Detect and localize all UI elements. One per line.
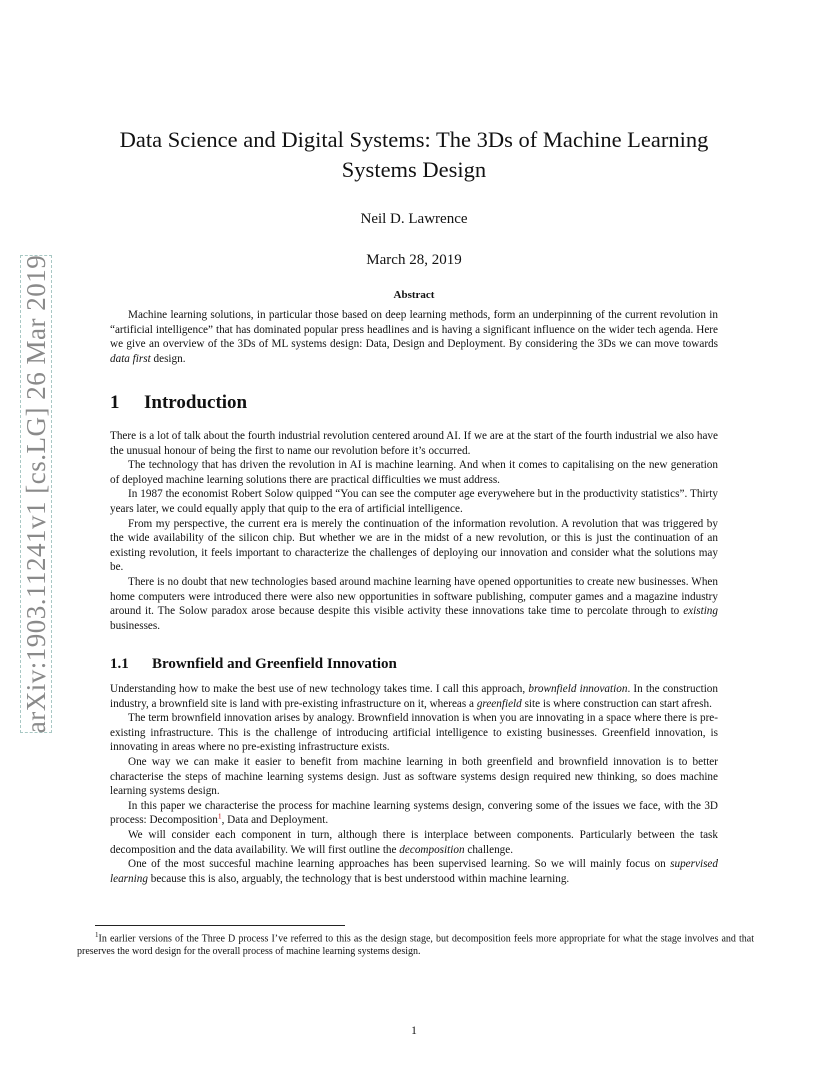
emphasis: brownfield innovation bbox=[528, 683, 628, 695]
footnote-rule bbox=[95, 925, 345, 926]
paragraph-text: One of the most succesful machine learning approaches has been supervised learning. So we will mainly focus on bbox=[128, 858, 671, 871]
footnote-text: In earlier versions of the Three D process I’ve referred to this as the design stage, but decomposition feels more appropriate for what the stage involves and that preserves the word design for the overall process of machine learning systems design. bbox=[77, 933, 754, 958]
footnote-mark: 1 bbox=[95, 931, 99, 939]
subsection-number: 1.1 bbox=[110, 656, 129, 672]
paper-title bbox=[108, 125, 720, 185]
paragraph-text: , Data and Deployment. bbox=[221, 814, 329, 827]
emphasis: greenfield bbox=[476, 697, 522, 710]
title-line-1: Data Science and Digital Systems: The 3Ds of Machine Learning bbox=[119, 127, 709, 152]
paragraph: The term brownfield innovation arises by analogy. Brownfield innovation is when you are innovating in a space where there is pre-existing infrastructure. This is the challenge of introducing artificial intelligence to existing businesses. Greenfield innovation, is innovating in areas where no pre-existing infrastructure exists. bbox=[110, 712, 718, 754]
section-number: 1 bbox=[110, 392, 120, 413]
paragraph: In 1987 the economist Robert Solow quipped “You can see the computer age everywehere but in the productivity statistics”. Thirty years later, we could equally apply that quip to the era of artificial intelligence. bbox=[110, 488, 718, 515]
section-title: Introduction bbox=[144, 392, 248, 413]
paragraph bbox=[110, 575, 718, 633]
paragraph-text: . In the construction industry, a brownfield site is land with pre-existing infrastructure on it, whereas a bbox=[110, 683, 718, 710]
emphasis: decomposition bbox=[399, 843, 465, 856]
subsection-heading bbox=[110, 654, 710, 674]
footnote bbox=[77, 929, 754, 958]
author: Neil D. Lawrence bbox=[360, 211, 468, 227]
arxiv-stamp: arXiv:1903.11241v1 [cs.LG] 26 Mar 2019 bbox=[20, 254, 51, 734]
paragraph: The technology that has driven the revolution in AI is machine learning. And when it comes to capitalising on the new generation of deployed machine learning solutions there are practical difficulties we must address. bbox=[110, 459, 718, 486]
introduction-body bbox=[110, 429, 718, 633]
paragraph-text: In this paper we characterise the process for machine learning systems design, convering some of the issues we face, with the 3D process: Decomposition bbox=[110, 799, 718, 827]
paragraph-text: There is no doubt that new technologies based around machine learning have opened opportunities to create new businesses. When home computers were introduced there were also new opportunities in software publishing, computer games and a magazine industry around it. The Solow paradox arose because despite this visible activity these innovations take time to percolate through to bbox=[110, 575, 718, 618]
abstract-text-part: design. bbox=[150, 352, 186, 365]
page-number: 1 bbox=[411, 1025, 417, 1037]
footnote-link[interactable]: 1 bbox=[217, 811, 222, 821]
subsection-body bbox=[110, 682, 718, 886]
paragraph: There is a lot of talk about the fourth industrial revolution centered around AI. If we are at the start of the fourth industrial we also have the unusual honour of being the first to name our revolution before it’s occurred. bbox=[110, 430, 718, 457]
abstract-heading: Abstract bbox=[393, 289, 435, 301]
paragraph: From my perspective, the current era is merely the continuation of the information revolution. A revolution that was triggered by the wide availability of the silicon chip. But whether we are in the midst of a new revolution, or this is just the continuation of an existing revolution, it feels important to characterize the challenges of deploying our innovation and consider what the solutions may be. bbox=[110, 517, 718, 574]
subsection-title: Brownfield and Greenfield Innovation bbox=[152, 656, 397, 672]
abstract-text bbox=[110, 308, 718, 366]
title-line-2: Systems Design bbox=[341, 157, 487, 182]
abstract-text-part: Machine learning solutions, in particular those based on deep learning methods, form an underpinning of the current revolution in “artificial intelligence” that has dominated popular press headlines and is having a significant influence on the wider tech agenda. Here we give an overview of the 3Ds of ML systems design: Data, Design and Deployment. By considering the 3Ds we can move towards bbox=[110, 309, 718, 351]
date: March 28, 2019 bbox=[366, 252, 462, 268]
paragraph bbox=[110, 857, 718, 886]
emphasis: supervised learning bbox=[110, 858, 718, 885]
paragraph-text: businesses. bbox=[110, 619, 161, 632]
paragraph bbox=[110, 799, 718, 828]
paragraph: One way we can make it easier to benefit from machine learning in both greenfield and brownfield innovation is to better characterise the steps of machine learning systems design. Just as software systems design required new thinking, so does machine learning systems design. bbox=[110, 755, 718, 798]
paragraph-text: site is where construction can start afresh. bbox=[521, 697, 712, 710]
paragraph bbox=[110, 682, 718, 711]
abstract-emphasis: data first bbox=[110, 352, 151, 365]
section-heading bbox=[110, 391, 710, 415]
paragraph-text: challenge. bbox=[464, 843, 514, 856]
emphasis: existing bbox=[683, 605, 718, 618]
paragraph bbox=[110, 828, 718, 857]
paragraph-text: Understanding how to make the best use of new technology takes time. I call this approach, bbox=[110, 683, 529, 695]
paragraph-text: We will consider each component in turn, although there is interplace between components. Particularly between the task decomposition and the data availability. We will first outline the bbox=[110, 828, 718, 856]
paragraph-text: because this is also, arguably, the technology that is best understood within machine learning. bbox=[147, 872, 570, 885]
